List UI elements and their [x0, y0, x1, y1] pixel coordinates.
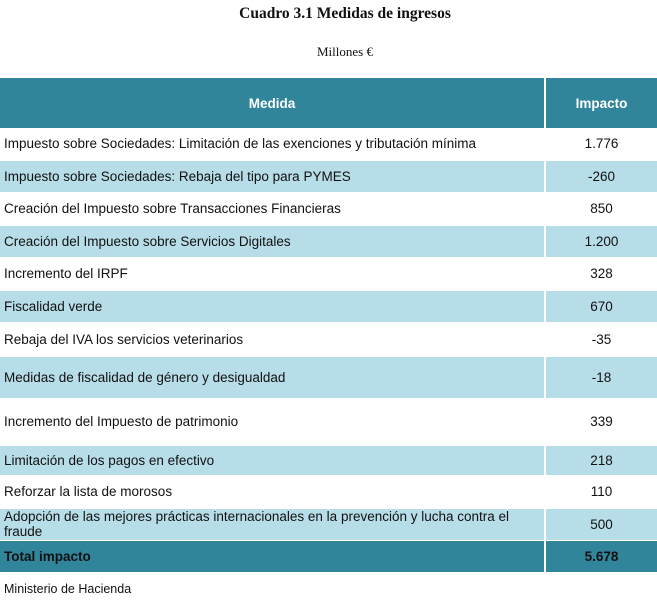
measure-cell: Medidas de fiscalidad de género y desigualdad — [0, 356, 545, 398]
table-row — [0, 128, 657, 160]
measure-cell: Incremento del Impuesto de patrimonio — [0, 398, 545, 445]
table-row — [0, 257, 657, 290]
table-row — [0, 192, 657, 225]
impact-cell: -35 — [545, 322, 657, 356]
measure-cell: Impuesto sobre Sociedades: Limitación de las exenciones y tributación mínima — [0, 128, 545, 160]
table-subtitle: Millones € — [317, 44, 373, 59]
table-row — [0, 398, 657, 445]
impact-cell: 328 — [545, 257, 657, 290]
impact-cell: 1.200 — [545, 225, 657, 257]
measure-cell: Incremento del IRPF — [0, 257, 545, 290]
table-row — [0, 508, 657, 540]
impact-cell: 110 — [545, 475, 657, 508]
table-row — [0, 225, 657, 257]
impact-cell: 500 — [545, 508, 657, 540]
impact-cell: -260 — [545, 160, 657, 192]
source-note: Ministerio de Hacienda — [4, 582, 132, 596]
total-row — [0, 540, 657, 572]
table-row — [0, 445, 657, 475]
impact-cell: 850 — [545, 192, 657, 225]
total-value: 5.678 — [545, 540, 657, 572]
impact-cell: 1.776 — [545, 128, 657, 160]
table-title: Cuadro 3.1 Medidas de ingresos — [239, 5, 451, 22]
column-header-medida: Medida — [0, 78, 545, 128]
table-row — [0, 356, 657, 398]
table-row — [0, 475, 657, 508]
measure-cell: Creación del Impuesto sobre Transacciones Financieras — [0, 192, 545, 225]
measure-cell: Fiscalidad verde — [0, 290, 545, 322]
table-header-row — [0, 78, 657, 128]
impact-cell: -18 — [545, 356, 657, 398]
column-header-impacto: Impacto — [545, 78, 657, 128]
measure-cell: Impuesto sobre Sociedades: Rebaja del tipo para PYMES — [0, 160, 545, 192]
table-row — [0, 322, 657, 356]
measure-cell: Reforzar la lista de morosos — [0, 475, 545, 508]
impact-cell: 670 — [545, 290, 657, 322]
impact-cell: 339 — [545, 398, 657, 445]
measure-cell: Limitación de los pagos en efectivo — [0, 445, 545, 475]
table-row — [0, 160, 657, 192]
revenue-measures-table — [0, 78, 657, 573]
table-row — [0, 290, 657, 322]
measure-cell: Rebaja del IVA los servicios veterinarios — [0, 322, 545, 356]
impact-cell: 218 — [545, 445, 657, 475]
measure-cell: Adopción de las mejores prácticas internacionales en la prevención y lucha contra el fraude — [0, 508, 545, 540]
total-label: Total impacto — [0, 540, 545, 572]
measure-cell: Creación del Impuesto sobre Servicios Digitales — [0, 225, 545, 257]
